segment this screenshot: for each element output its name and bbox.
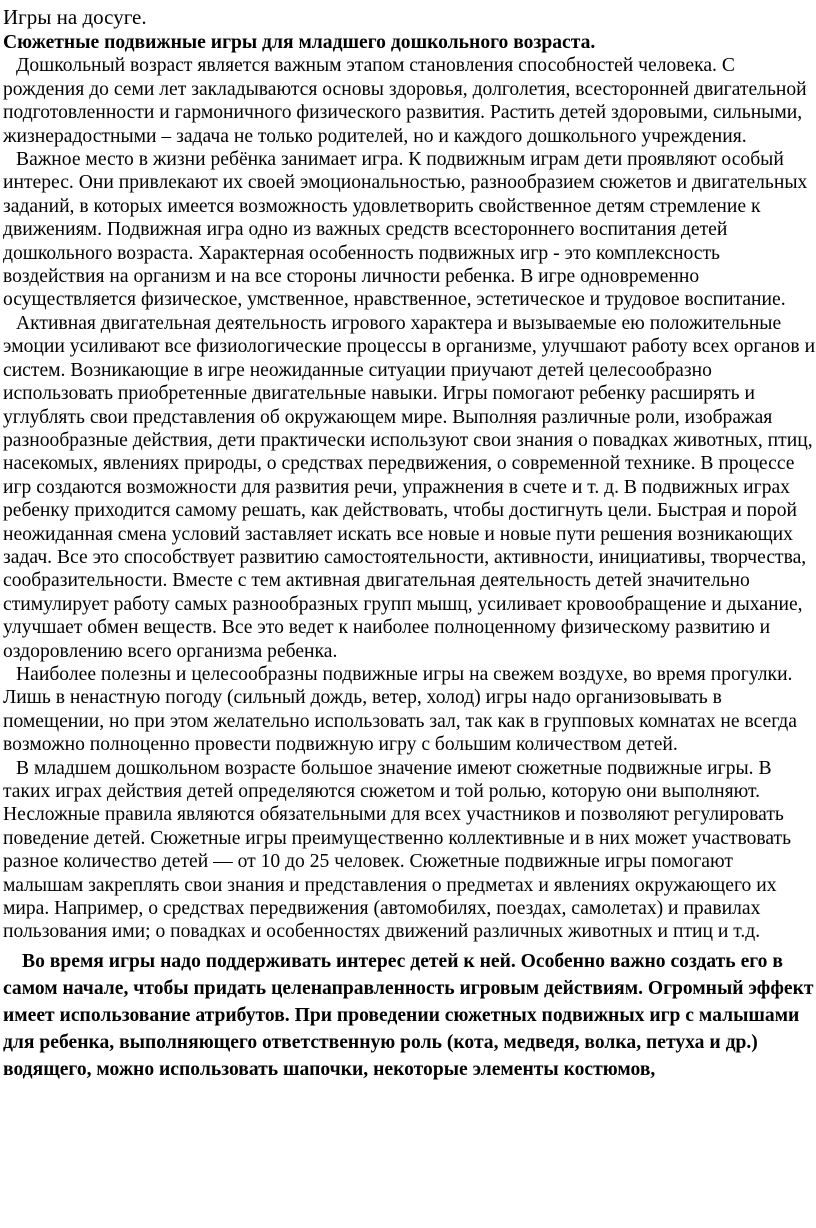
document-title: Игры на досуге. bbox=[3, 5, 147, 29]
bold-paragraph: Во время игры надо поддерживать интерес детей к ней. Особенно важно создать его в самом начале, чтобы придать целенаправленность игровым действиям. Огромный эффект имеет использование атрибутов. При проведении сюжетных подвижных игр с малышами для ребенка, выполняющего ответственную роль (кота, медведя, волка, петуха и др.) водящего, можно использовать шапочки, некоторые элементы костюмов, bbox=[3, 950, 814, 1080]
document-subtitle: Сюжетные подвижные игры для младшего дошкольного возраста. bbox=[3, 32, 596, 53]
paragraph-3: Активная двигательная деятельность игрового характера и вызываемые ею положительные эмоции усиливают все физиологические процессы в организме, улучшают работу всех органов и систем. Возникающие в игре неожиданные ситуации приучают детей целесообразно использовать приобретенные двигательные навыки. Игры помогают ребенку расширять и углублять свои представления об окружающем мире. Выполняя различные роли, изображая разнообразные действия, дети практически используют свои знания о повадках животных, птиц, насекомых, явлениях природы, о средствах передвижения, о современной технике. В процессе игр создаются возможности для развития речи, упражнения в счете и т. д. В подвижных играх ребенку приходится самому решать, как действовать, чтобы достигнуть цели. Быстрая и порой неожиданная смена условий заставляет искать все новые и новые пути решения возникающих задач. Все это способствует развитию самостоятельности, активности, инициативы, творчества, сообразительности. Вместе с тем активная двигательная деятельность детей значительно стимулирует работу самых разнообразных групп мышц, усиливает кровообращение и дыхание, улучшает обмен веществ. Все это ведет к наиболее полноценному физическому развитию и оздоровлению всего организма ребенка. bbox=[3, 312, 816, 662]
paragraph-1: Дошкольный возраст является важным этапом становления способностей человека. С рождения до семи лет закладываются основы здоровья, долголетия, всесторонней двигательной подготовленности и гармоничного физического развития. Растить детей здоровыми, сильными, жизнерадостными – задача не только родителей, но и каждого дошкольного учреждения. bbox=[3, 55, 807, 147]
paragraph-4: Наиболее полезны и целесообразны подвижные игры на свежем воздухе, во время прогулки. Лишь в ненастную погоду (сильный дождь, ветер, холод) игры надо организовывать в помещении, но при этом желательно использовать зал, так как в групповых комнатах не всегда возможно полноценно провести подвижную игру с большим количеством детей. bbox=[3, 663, 797, 756]
paragraph-2: Важное место в жизни ребёнка занимает игра. К подвижным играм дети проявляют особый интерес. Они привлекают их своей эмоциональностью, разнообразием сюжетов и двигательных заданий, в которых имеется возможность удовлетворить свойственное детям стремление к движениям. Подвижная игра одно из важных средств всестороннего воспитания детей дошкольного возраста. Характерная особенность подвижных игр - это комплексность воздействия на организм и на все стороны личности ребенка. В игре одновременно осуществляется физическое, умственное, нравственное, эстетическое и трудовое воспитание. bbox=[3, 149, 808, 311]
paragraph-5: В младшем дошкольном возрасте большое значение имеют сюжетные подвижные игры. В таких играх действия детей определяются сюжетом и той ролью, которую они выполняют. Несложные правила являются обязательными для всех участников и позволяют регулировать поведение детей. Сюжетные игры преимущественно коллективные и в них может участвовать разное количество детей — от 10 до 25 человек. Сюжетные подвижные игры помогают малышам закреплять свои знания и представления о предметах и явлениях окружающего их мира. Например, о средствах передвижения (автомобилях, поездах, самолетах) и правилах пользования ими; о повадках и особенностях движений различных животных и птиц и т.д. bbox=[3, 757, 792, 943]
